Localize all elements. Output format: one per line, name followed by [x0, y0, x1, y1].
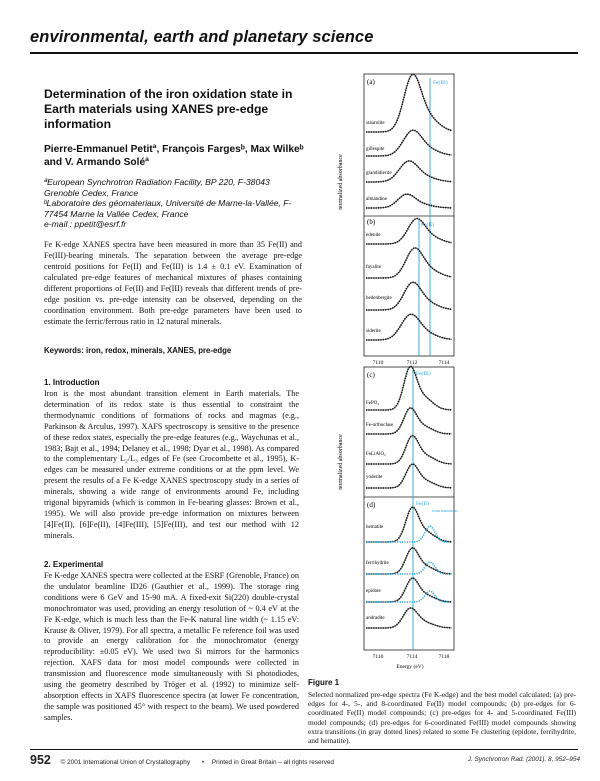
- affiliations: [44, 177, 306, 230]
- panel-c-label: (c): [367, 371, 375, 379]
- frame-top: [364, 74, 454, 356]
- tick-top-2: 7114: [438, 360, 450, 366]
- spec-a-2: grandidierite: [366, 171, 392, 176]
- tick-bottom-2: 7118: [438, 654, 450, 660]
- marker-label-bottom: Fe(III): [416, 371, 431, 377]
- spec-d-3: andradite: [366, 616, 385, 621]
- figure-1: [338, 72, 458, 672]
- marker-label-top2: Fe(II): [421, 222, 434, 228]
- spectra-curves: [366, 74, 452, 628]
- tick-bottom-1: 7114: [406, 654, 418, 660]
- spec-d-2: epidote: [366, 589, 381, 594]
- keywords: Keywords: iron, redox, minerals, XANES, pre-edge: [44, 346, 232, 355]
- spectrum-b-3-fit: [366, 314, 452, 340]
- spectrum-a-1-fit: [366, 130, 452, 156]
- spec-a-1: gillespite: [366, 147, 385, 152]
- tick-top-1: 7112: [406, 360, 418, 366]
- inset-legend: extra transitions: [432, 508, 458, 513]
- panel-b-label: (b): [367, 218, 376, 226]
- abstract: Fe K-edge XANES spectra have been measured in more than 35 Fe(II) and Fe(III)-bearing minerals. The separation between the average pre-edge centroid positions for Fe(II) and Fe(III) is 1.4 ± 0.1 eV. Examination of calculated pre-edge features of mechanical mixtures of phases containing different proportions of Fe(II) and Fe(III) reveals that different trends of pre-edge position vs. pre-edge intensity can be observed, depending on the coordination environment. Both pre-edge parameters have been used to estimate the ferric/ferrous ratio in 12 natural minerals.: [44, 240, 302, 326]
- printed-notice: Printed in Great Britain – all rights reserved: [211, 759, 335, 766]
- article-authors: Pierre-Emmanuel Petitª, François Fargesᵇ, Max Wilkeᵇ and V. Armando Soléª: [44, 144, 304, 168]
- article-title: Determination of the iron oxidation state in Earth materials using XANES pre-edge information: [44, 87, 293, 131]
- tick-bottom-0: 7110: [372, 654, 384, 660]
- journal-citation: J. Synchrotron Rad. (2001). 8, 952–954: [467, 756, 580, 763]
- xlabel: Energy (eV): [396, 664, 424, 670]
- spectrum-c-2-fit: [366, 436, 452, 464]
- intro-heading: 1. Introduction: [44, 378, 100, 387]
- marker-label-top: Fe(III): [433, 80, 448, 86]
- spec-d-1: ferrihydrite: [366, 561, 389, 566]
- spec-c-1: Fe-orthoclase: [366, 423, 394, 428]
- tick-top-0: 7110: [372, 360, 384, 366]
- spec-b-2: hedenbergite: [366, 296, 392, 301]
- experimental-text: Fe K-edge XANES spectra were collected at the ESRF (Grenoble, France) on the undulator beamline ID26 (Gauthier et al., 1999). The storage ring conditions were 6 GeV and 15-90 mA. A fixed-exit Si(220) double-crystal monochromator was used, providing an energy resolution of ~ 0.4 eV at the Fe K-edge, which is much less than the Fe-K natural line width (~ 1.15 eV: Krause & Oliver, 1979). For all spectra, a metallic Fe reference foil was used to provide an energy calibration for the monochromator (energy reproducibility: ±0.05 eV). We used two Si mirrors for the harmonics rejection. XAFS data for most model compounds were collected in transmission and fluorescence mode simultaneously with Si photodiodes, using the geometry described by Tröger et al. (1992) to minimize self-absorption effects in XAFS fluorescence spectra (at lower Fe concentration, the sample was positioned 45° with respect to the beam). We used powdered samples.: [44, 571, 299, 722]
- spec-b-0: edenite: [366, 233, 381, 238]
- marker-label-bottom2: Fe(II): [416, 501, 429, 507]
- spec-c-3: yoderite: [366, 475, 383, 480]
- intro-text: Iron is the most abundant transition element in Earth materials. The determination of its redox state is thus essential to constraint the thermodynamic conditions of formations of rocks and magmas (e.g., Parkinson & Arculus, 1997). XAFS spectroscopy is sensitive to the presence of these redox states, especially the pre-edge features (e.g., Waychunas et al., 1983; Bajt et al., 1994; Delaney et al., 1998; Dyar et al., 1998). As compared to the complementary L₂/L₃ edges of Fe (see Crocombette et al., 1995), K-edges can be measured under extreme conditions or at the ppm level. We present the results of a Fe K-edge XANES spectroscopy study in a series of minerals, showing a wide range of environments around Fe, including trigonal bipyramids (which is common in Fe-bearing glasses: Brown et al., 1995). We will also provide pre-edge information on mixtures between [4]Fe(II), [6]Fe(II), [4]Fe(III), [5]Fe(III), and test our method with 12 minerals.: [44, 389, 299, 540]
- spectrum-b-1-data: [366, 248, 452, 278]
- spectrum-c-1-fit: [366, 408, 452, 434]
- header-rule: [30, 52, 578, 54]
- ylabel-top: normalized absorbance: [338, 154, 344, 210]
- panel-d-label: (d): [367, 501, 376, 509]
- affiliation-a: ªEuropean Synchrotron Radiation Facility, BP 220, F-38043 Grenoble Cedex, France: [44, 177, 270, 198]
- spectrum-b-0-fit: [366, 219, 452, 245]
- figure-caption: Selected normalized pre-edge spectra (Fe K-edge) and the best model calculated; (a) pre-edges for 4-, 5-, and 8-coordinated Fe(II) model compounds; (b) pre-edges for 6-coordinated Fe(II) model compounds; (c) pre-edges for 4- and 5-coordinated Fe(III) model compounds; (d) pre-edges for 6-coordinated Fe(III) model compounds showing extra transitions (in gray dotted lines) related to some Fe clustering (epidote, ferrihydrite, and hematite).: [308, 690, 576, 746]
- email: e-mail : ppetit@esrf.fr: [44, 219, 127, 229]
- spec-a-0: staurolite: [366, 121, 385, 126]
- spectrum-b-0-data: [366, 219, 452, 245]
- spec-b-3: siderite: [366, 329, 381, 334]
- footer-rule: [30, 749, 578, 750]
- copyright: © 2001 International Union of Crystallography: [60, 759, 191, 766]
- spectrum-c-1-data: [366, 408, 452, 434]
- spec-c-0: FePO₄: [366, 401, 380, 406]
- spec-b-1: fayalite: [366, 265, 381, 270]
- spec-d-0: hematite: [366, 525, 384, 530]
- figure-caption-heading: Figure 1: [308, 678, 340, 687]
- spec-a-3: almandine: [366, 197, 387, 202]
- spectrum-b-1-fit: [366, 248, 452, 278]
- experimental-heading: 2. Experimental: [44, 560, 104, 569]
- spectrum-a-1-data: [366, 130, 452, 156]
- journal-section-header: environmental, earth and planetary science: [30, 28, 374, 46]
- footer: 952 © 2001 International Union of Crystallography • Printed in Great Britain – all rights reserved J. Synchrotron Rad. (2001). 8, 952–954: [30, 753, 580, 767]
- ylabel-bottom: normalized absorbance: [338, 434, 344, 490]
- spec-c-2: FeLiAlO₂: [366, 452, 386, 457]
- page-number: 952: [30, 753, 51, 767]
- panel-a-label: (a): [367, 78, 375, 86]
- affiliation-b: ᵇLaboratoire des géomateriaux, Université de Marne-la-Vallée, F-77454 Marne la Vallée Cedex, France: [44, 198, 292, 219]
